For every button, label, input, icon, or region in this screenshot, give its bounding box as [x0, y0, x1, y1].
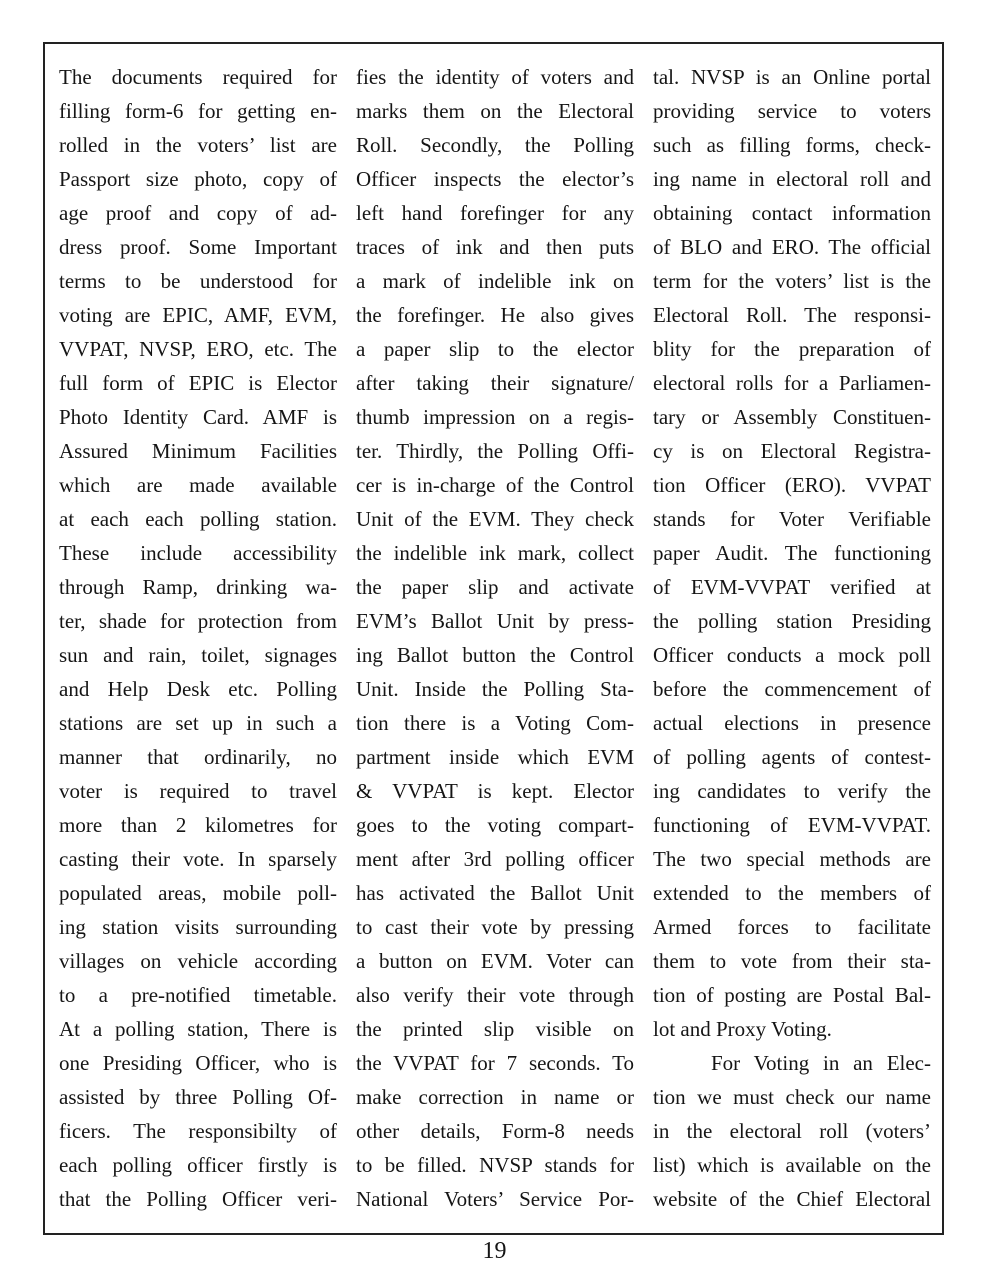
- text-line: ment after 3rd polling officer: [356, 847, 634, 871]
- text-column-1: [59, 60, 337, 1216]
- text-line: thumb impression on a regis-: [356, 405, 634, 429]
- text-line: fies the identity of voters and: [356, 65, 634, 89]
- text-line: tion of posting are Postal Bal-: [653, 983, 931, 1007]
- text-line: At a polling station, There is: [59, 1017, 337, 1041]
- text-line: after taking their signature/: [356, 371, 634, 395]
- text-line: the VVPAT for 7 seconds. To: [356, 1051, 634, 1075]
- text-line: paper Audit. The functioning: [653, 541, 931, 565]
- text-line: tion Officer (ERO). VVPAT: [653, 473, 931, 497]
- text-line: in the electoral roll (voters’: [653, 1119, 931, 1143]
- text-line: villages on vehicle according: [59, 949, 337, 973]
- text-line: ing Ballot button the Control: [356, 643, 634, 667]
- text-line: left hand forefinger for any: [356, 201, 634, 225]
- text-line: & VVPAT is kept. Elector: [356, 779, 634, 803]
- text-line: the forefinger. He also gives: [356, 303, 634, 327]
- text-line: tary or Assembly Constituen-: [653, 405, 931, 429]
- text-column-2: [356, 60, 634, 1216]
- text-line: make correction in name or: [356, 1085, 634, 1109]
- text-line: stations are set up in such a: [59, 711, 337, 735]
- text-line: to cast their vote by pressing: [356, 915, 634, 939]
- text-line: electoral rolls for a Parliamen-: [653, 371, 931, 395]
- text-line: at each each polling station.: [59, 507, 337, 531]
- text-line: a button on EVM. Voter can: [356, 949, 634, 973]
- text-line: extended to the members of: [653, 881, 931, 905]
- text-line: The two special methods are: [653, 847, 931, 871]
- text-line: Roll. Secondly, the Polling: [356, 133, 634, 157]
- text-line: ficers. The responsibilty of: [59, 1119, 337, 1143]
- text-line: Officer inspects the elector’s: [356, 167, 634, 191]
- text-column-3: [653, 60, 931, 1216]
- text-line: populated areas, mobile poll-: [59, 881, 337, 905]
- page-number: 19: [482, 1238, 507, 1264]
- text-line: and Help Desk etc. Polling: [59, 677, 337, 701]
- text-line: the polling station Presiding: [653, 609, 931, 633]
- text-line: a paper slip to the elector: [356, 337, 634, 361]
- text-line: assisted by three Polling Of-: [59, 1085, 337, 1109]
- text-line: The documents required for: [59, 65, 337, 89]
- text-line: stands for Voter Verifiable: [653, 507, 931, 531]
- text-line: of polling agents of contest-: [653, 745, 931, 769]
- text-line: to be filled. NVSP stands for: [356, 1153, 634, 1177]
- text-line: obtaining contact information: [653, 201, 931, 225]
- text-line: cer is in-charge of the Control: [356, 473, 634, 497]
- text-line: These include accessibility: [59, 541, 337, 565]
- text-line: casting their vote. In sparsely: [59, 847, 337, 871]
- text-line: term for the voters’ list is the: [653, 269, 931, 293]
- text-line: providing service to voters: [653, 99, 931, 123]
- text-line: the indelible ink mark, collect: [356, 541, 634, 565]
- text-line: filling form-6 for getting en-: [59, 99, 337, 123]
- text-line: manner that ordinarily, no: [59, 745, 337, 769]
- text-line: full form of EPIC is Elector: [59, 371, 337, 395]
- text-line: tal. NVSP is an Online portal: [653, 65, 931, 89]
- text-line: EVM’s Ballot Unit by press-: [356, 609, 634, 633]
- text-line: ing candidates to verify the: [653, 779, 931, 803]
- text-line: that the Polling Officer veri-: [59, 1187, 337, 1211]
- text-line: list) which is available on the: [653, 1153, 931, 1177]
- text-line: VVPAT, NVSP, ERO, etc. The: [59, 337, 337, 361]
- text-line: age proof and copy of ad-: [59, 201, 337, 225]
- text-line: functioning of EVM-VVPAT.: [653, 813, 931, 837]
- text-line: ter. Thirdly, the Polling Offi-: [356, 439, 634, 463]
- text-line: Assured Minimum Facilities: [59, 439, 337, 463]
- text-line: of BLO and ERO. The official: [653, 235, 931, 259]
- text-line: one Presiding Officer, who is: [59, 1051, 337, 1075]
- text-line: National Voters’ Service Por-: [356, 1187, 634, 1211]
- text-line: dress proof. Some Important: [59, 235, 337, 259]
- text-line: marks them on the Electoral: [356, 99, 634, 123]
- text-line: tion we must check our name: [653, 1085, 931, 1109]
- text-line: sun and rain, toilet, signages: [59, 643, 337, 667]
- text-line: ter, shade for protection from: [59, 609, 337, 633]
- text-line: Officer conducts a mock poll: [653, 643, 931, 667]
- text-line: the printed slip visible on: [356, 1017, 634, 1041]
- text-line: also verify their vote through: [356, 983, 634, 1007]
- text-line: voting are EPIC, AMF, EVM,: [59, 303, 337, 327]
- text-line: of EVM-VVPAT verified at: [653, 575, 931, 599]
- text-line: For Voting in an Elec-: [711, 1051, 931, 1075]
- text-line: to a pre-notified timetable.: [59, 983, 337, 1007]
- text-line: more than 2 kilometres for: [59, 813, 337, 837]
- text-line: before the commencement of: [653, 677, 931, 701]
- text-line: goes to the voting compart-: [356, 813, 634, 837]
- text-line: such as filling forms, check-: [653, 133, 931, 157]
- text-line: actual elections in presence: [653, 711, 931, 735]
- text-line: each polling officer firstly is: [59, 1153, 337, 1177]
- text-line: rolled in the voters’ list are: [59, 133, 337, 157]
- text-line: Passport size photo, copy of: [59, 167, 337, 191]
- text-line: ing station visits surrounding: [59, 915, 337, 939]
- text-line: Unit. Inside the Polling Sta-: [356, 677, 634, 701]
- text-line: partment inside which EVM: [356, 745, 634, 769]
- text-line: Armed forces to facilitate: [653, 915, 931, 939]
- text-line: Unit of the EVM. They check: [356, 507, 634, 531]
- text-line: Electoral Roll. The responsi-: [653, 303, 931, 327]
- text-line: website of the Chief Electoral: [653, 1187, 931, 1211]
- text-line: them to vote from their sta-: [653, 949, 931, 973]
- text-line: blity for the preparation of: [653, 337, 931, 361]
- text-line: voter is required to travel: [59, 779, 337, 803]
- text-line: other details, Form-8 needs: [356, 1119, 634, 1143]
- text-line: a mark of indelible ink on: [356, 269, 634, 293]
- text-line: has activated the Ballot Unit: [356, 881, 634, 905]
- text-line: tion there is a Voting Com-: [356, 711, 634, 735]
- text-line: ing name in electoral roll and: [653, 167, 931, 191]
- text-line: the paper slip and activate: [356, 575, 634, 599]
- text-line: lot and Proxy Voting.: [653, 1017, 832, 1041]
- text-line: Photo Identity Card. AMF is: [59, 405, 337, 429]
- text-line: terms to be understood for: [59, 269, 337, 293]
- text-line: traces of ink and then puts: [356, 235, 634, 259]
- text-line: through Ramp, drinking wa-: [59, 575, 337, 599]
- text-line: cy is on Electoral Registra-: [653, 439, 931, 463]
- text-line: which are made available: [59, 473, 337, 497]
